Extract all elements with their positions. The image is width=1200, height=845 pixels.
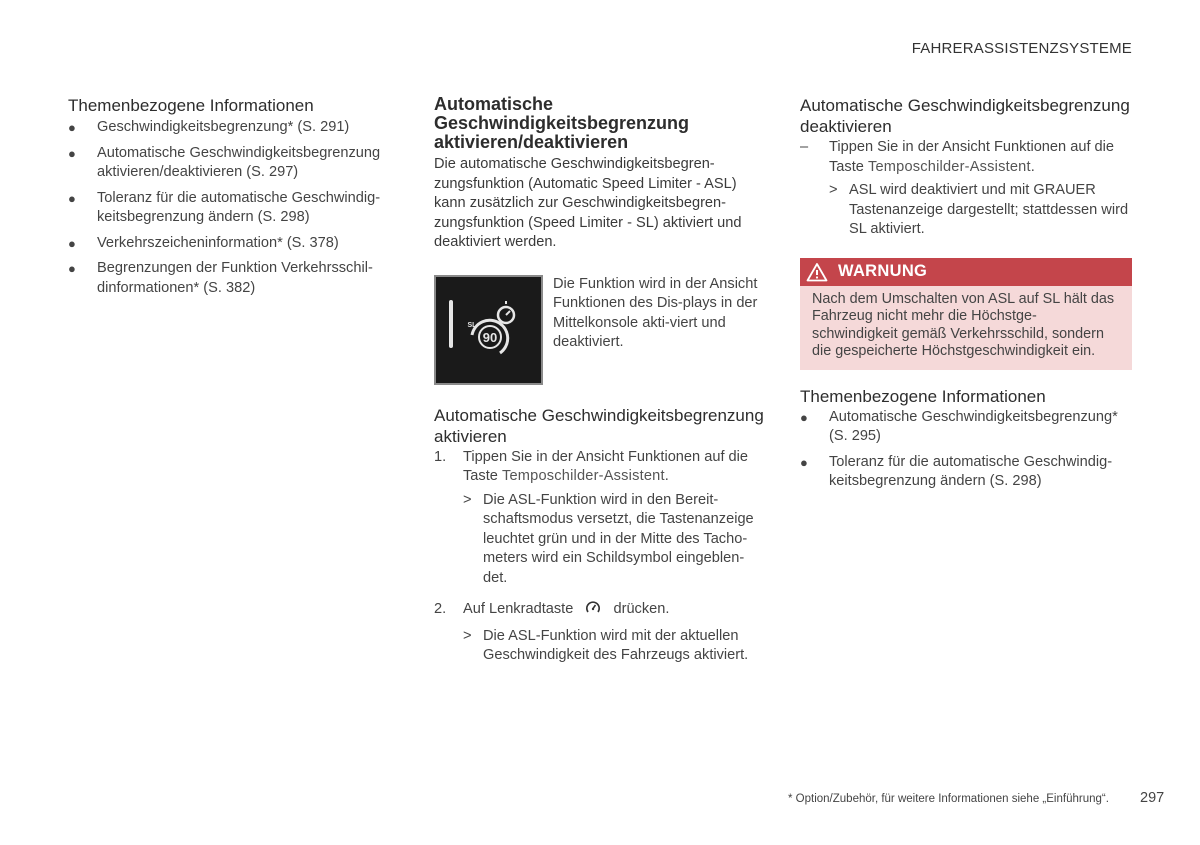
step-number: 1. xyxy=(434,448,447,465)
figure-row xyxy=(434,275,764,385)
step-number: 2. xyxy=(434,601,447,617)
list-item-text: Automatische Geschwindigkeitsbegrenzung* (S. 295) xyxy=(829,408,1118,444)
list-item[interactable] xyxy=(68,118,398,138)
sl-label: SL xyxy=(467,321,477,329)
page-number: 297 xyxy=(1140,790,1165,806)
result-marker: > xyxy=(463,491,472,508)
bullet: ● xyxy=(68,190,76,206)
list-item[interactable] xyxy=(800,453,1132,492)
step-result-text: Die ASL-Funktion wird mit der aktuellen Geschwindigkeit des Fahrzeugs aktiviert. xyxy=(483,627,749,663)
step-item xyxy=(434,600,764,666)
activate-steps xyxy=(434,448,764,666)
step-result-text: Die ASL-Funktion wird in den Bereit-schaftsmodus versetzt, die Tastenanzeige leuchtet grün und in der Mitte des Tacho-meters wird ein Schildsymbol eingeblen-det. xyxy=(483,491,754,586)
indicator-bar xyxy=(449,300,453,348)
section-title: FAHRERASSISTENZSYSTEME xyxy=(911,40,1132,57)
activate-heading: Automatische Geschwindigkeitsbegrenzung aktivieren xyxy=(434,405,764,446)
bullet: ● xyxy=(68,120,76,135)
related-info-heading: Themenbezogene Informationen xyxy=(800,386,1046,406)
list-item[interactable] xyxy=(68,189,398,228)
warning-triangle-icon xyxy=(806,262,828,282)
list-item-text: Geschwindigkeitsbegrenzung* (S. 291) xyxy=(97,119,350,135)
bullet: ● xyxy=(800,409,808,425)
footnote: * Option/Zubehör, für weitere Informationen siehe „Einführung“. xyxy=(788,793,1109,805)
step-text: Auf Lenkradtaste xyxy=(463,601,574,617)
step-item xyxy=(800,138,1132,240)
related-info-list xyxy=(68,118,398,298)
dash-marker: – xyxy=(800,139,809,155)
step-result xyxy=(463,627,764,666)
warning-text: Nach dem Umschalten von ASL auf SL hält das Fahrzeug nicht mehr die Höchstge-schwindigkeit gemäß Verkehrsschild, sondern die gespeicherte Höchstgeschwindigkeit ein. xyxy=(800,286,1132,370)
step-result-text: ASL wird deaktiviert und mit GRAUER Tastenanzeige dargestellt; stattdessen wird SL aktiviert. xyxy=(849,182,1129,237)
result-marker: > xyxy=(829,182,838,198)
list-item[interactable] xyxy=(68,259,398,298)
figure-caption: Die Funktion wird in der Ansicht Funktionen des Dis-plays in der Mittelkonsole akti-viert und deaktiviert. xyxy=(553,275,758,350)
asl-deactivate-column xyxy=(800,95,1132,498)
period: . xyxy=(1030,158,1035,175)
asl-button-illustration xyxy=(434,275,543,385)
list-item[interactable] xyxy=(68,234,398,254)
asl-toggle-column xyxy=(434,95,764,666)
related-info-heading: Themenbezogene Informationen xyxy=(68,96,314,115)
temposchilder-assistent-button-ref: Temposchilder-Assistent xyxy=(501,468,665,484)
list-item-text: Verkehrszeicheninformation* (S. 378) xyxy=(97,234,339,251)
bullet: ● xyxy=(68,261,76,276)
bullet: ● xyxy=(800,454,808,470)
step-text: Tippen Sie in der Ansicht Funktionen auf die Taste xyxy=(829,139,1115,175)
steering-wheel-speed-button-icon xyxy=(585,600,601,623)
period: . xyxy=(664,468,669,484)
list-item-text: Automatische Geschwindigkeitsbegrenzung aktivieren/deaktivieren (S. 297) xyxy=(97,144,381,180)
step-result xyxy=(829,181,1132,240)
deactivate-heading: Automatische Geschwindigkeitsbegrenzung deaktivieren xyxy=(800,96,1130,136)
warning-header xyxy=(800,258,1132,286)
list-item-text: Toleranz für die automatische Geschwindig-keitsbegrenzung ändern (S. 298) xyxy=(829,453,1113,489)
list-item[interactable] xyxy=(800,408,1132,447)
step-text: drücken. xyxy=(613,601,670,617)
speed-limiter-icon xyxy=(464,299,528,361)
list-item-text: Begrenzungen der Funktion Verkehrsschil-dinformationen* (S. 382) xyxy=(97,260,373,296)
result-marker: > xyxy=(463,627,472,644)
related-info-list xyxy=(800,408,1132,492)
related-info-column xyxy=(68,95,398,304)
list-item-text: Toleranz für die automatische Geschwindig-keitsbegrenzung ändern (S. 298) xyxy=(97,189,381,225)
warning-label: WARNUNG xyxy=(838,262,928,280)
bullet: ● xyxy=(68,145,76,161)
speed-value-label: 90 xyxy=(482,329,498,345)
page-title: Automatische Geschwindigkeitsbegrenzung aktivieren/deaktivieren xyxy=(434,94,690,152)
bullet: ● xyxy=(68,235,76,251)
temposchilder-assistent-button-ref: Temposchilder-Assistent xyxy=(867,158,1031,175)
step-result xyxy=(463,491,764,589)
step-text: Tippen Sie in der Ansicht Funktionen auf die Taste xyxy=(463,448,749,484)
intro-paragraph: Die automatische Geschwindigkeitsbegren-zungsfunktion (Automatic Speed Limiter - ASL) kann zusätzlich zur Geschwindigkeitsbegren-zungsfunktion (Speed Limiter - SL) aktiviert und deaktiviert werden. xyxy=(434,156,742,250)
list-item[interactable] xyxy=(68,144,398,183)
step-item xyxy=(434,448,764,589)
